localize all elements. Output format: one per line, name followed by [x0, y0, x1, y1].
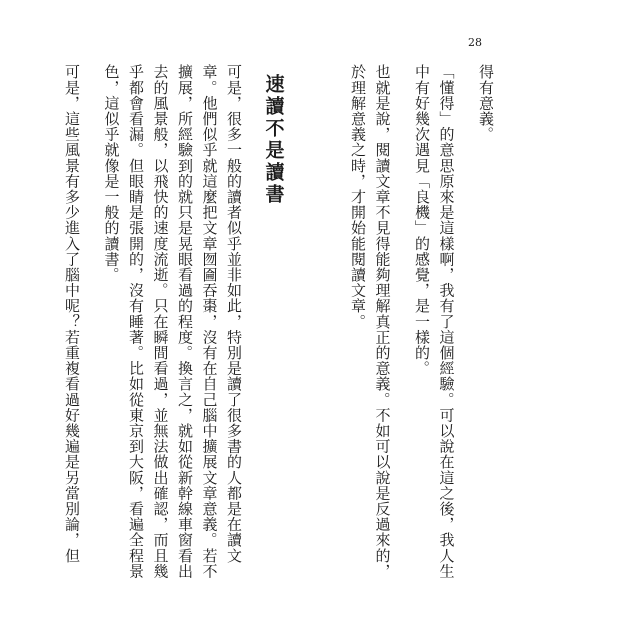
- body-text: [63, 64, 498, 584]
- paragraph-2: 「懂得」的意思原來是這樣啊，我有了這個經驗。可以說在這之後，我人生中有好幾次遇見「良機」的感覺，是一樣的。: [413, 64, 456, 579]
- page-number: 28: [468, 36, 482, 49]
- section-heading: 速讀不是讀書: [262, 74, 285, 206]
- paragraph-3: 也就是說，閱讀文章不見得能夠理解真正的意義。不如可以說是反過來的，於理解意義之時，才開始能閱讀文章。: [349, 64, 392, 579]
- paragraph-4: 可是，很多一般的讀者似乎並非如此，特別是讀了很多書的人都是在讀文章。他們似乎就這麼把文章囫圇吞棗，沒有在自己腦中擴展文章意義。若不擴展，所經驗到的就只是晃眼看過的程度。換言之，就如從新幹線車窗看出去的風景般，以飛快的速度流逝。只在瞬間看過，並無法做出確認，而且幾乎都會看漏。但眼睛是張開的，沒有睡著。比如從東京到大阪，看遍全程景色，這似乎就像是一般的讀書。: [102, 64, 243, 579]
- paragraph-5: 可是，這些風景有多少進入了腦中呢？若重複看過好幾遍是另當別論，但: [63, 64, 81, 564]
- paragraph-1: 得有意義。: [477, 64, 495, 142]
